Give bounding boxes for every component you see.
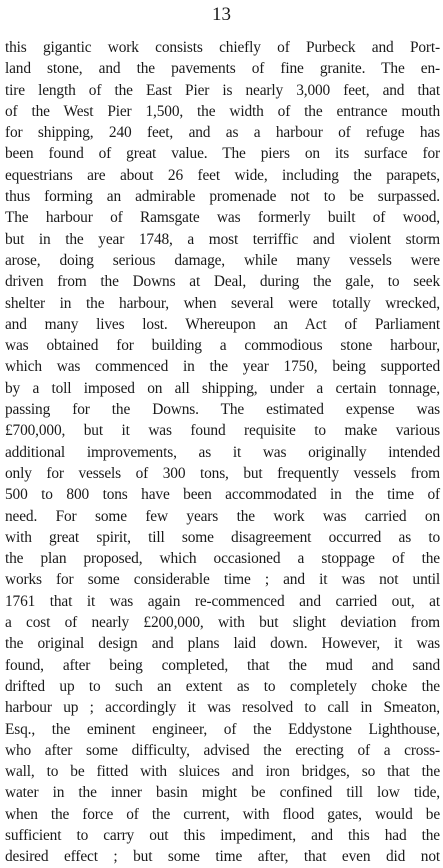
- text-line: arose, doing serious damage, while many vessels were: [5, 251, 440, 269]
- text-line: shelter in the harbour, when several were totally wrecked,: [5, 294, 440, 312]
- text-line: and many lives lost. Whereupon an Act of Parliament: [5, 315, 440, 333]
- text-line: desired effect ; but some time after, that even did not: [5, 848, 440, 866]
- body-text: [5, 37, 440, 868]
- text-line: sufficient to carry out this impediment, and this had the: [5, 826, 440, 844]
- text-line: equestrians are about 26 feet wide, including the parapets,: [5, 166, 440, 184]
- text-line: £700,000, but it was found requisite to make various: [5, 422, 440, 440]
- text-line: land stone, and the pavements of fine granite. The en-: [5, 60, 440, 78]
- text-line: when the force of the current, with flood gates, would be: [5, 805, 440, 823]
- text-line: additional improvements, as it was originally intended: [5, 443, 440, 461]
- text-line: water in the inner basin might be confined till low tide,: [5, 784, 440, 802]
- text-line: works for some considerable time ; and it was not until: [5, 571, 440, 589]
- text-line: 1761 that it was again re-commenced and carried out, at: [5, 592, 440, 610]
- text-line: was obtained for building a commodious stone harbour,: [5, 337, 440, 355]
- text-line: who after some difficulty, advised the erecting of a cross-: [5, 741, 440, 759]
- text-line: which was commenced in the year 1750, being supported: [5, 358, 440, 376]
- text-line: harbour up ; accordingly it was resolved to call in Smeaton,: [5, 699, 440, 717]
- text-line: tire length of the East Pier is nearly 3,000 feet, and that: [5, 81, 440, 99]
- text-line: found, after being completed, that the mud and sand: [5, 656, 440, 674]
- text-line: 500 to 800 tons have been accommodated in the time of: [5, 486, 440, 504]
- text-line: need. For some few years the work was carried on: [5, 507, 440, 525]
- text-line: the plan proposed, which occasioned a stoppage of the: [5, 550, 440, 568]
- text-line: a cost of nearly £200,000, with but slight deviation from: [5, 614, 440, 632]
- text-line: for shipping, 240 feet, and as a harbour of refuge has: [5, 124, 440, 142]
- text-line: been found of great value. The piers on its surface for: [5, 145, 440, 163]
- text-line: thus forming an admirable promenade not to be surpassed.: [5, 188, 440, 206]
- text-line: The harbour of Ramsgate was formerly built of wood,: [5, 209, 440, 227]
- text-line: passing for the Downs. The estimated expense was: [5, 401, 440, 419]
- text-line: drifted up to such an extent as to completely choke the: [5, 677, 440, 695]
- text-line: only for vessels of 300 tons, but frequently vessels from: [5, 464, 440, 482]
- text-line: driven from the Downs at Deal, during the gale, to seek: [5, 273, 440, 291]
- text-line: this gigantic work consists chiefly of Purbeck and Port-: [5, 39, 440, 56]
- text-line: wall, to be fitted with sluices and iron bridges, so that the: [5, 763, 440, 781]
- text-line: Esq., the eminent engineer, of the Eddystone Lighthouse,: [5, 720, 440, 738]
- text-line: by a toll imposed on all shipping, under a certain tonnage,: [5, 379, 440, 397]
- text-line: of the West Pier 1,500, the width of the entrance mouth: [5, 102, 440, 120]
- text-line: but in the year 1748, a most terriffic and violent storm: [5, 230, 440, 248]
- page-number: 13: [212, 4, 231, 25]
- text-line: the original design and plans laid down. However, it was: [5, 635, 440, 653]
- text-line: with great spirit, till some disagreement occurred as to: [5, 528, 440, 546]
